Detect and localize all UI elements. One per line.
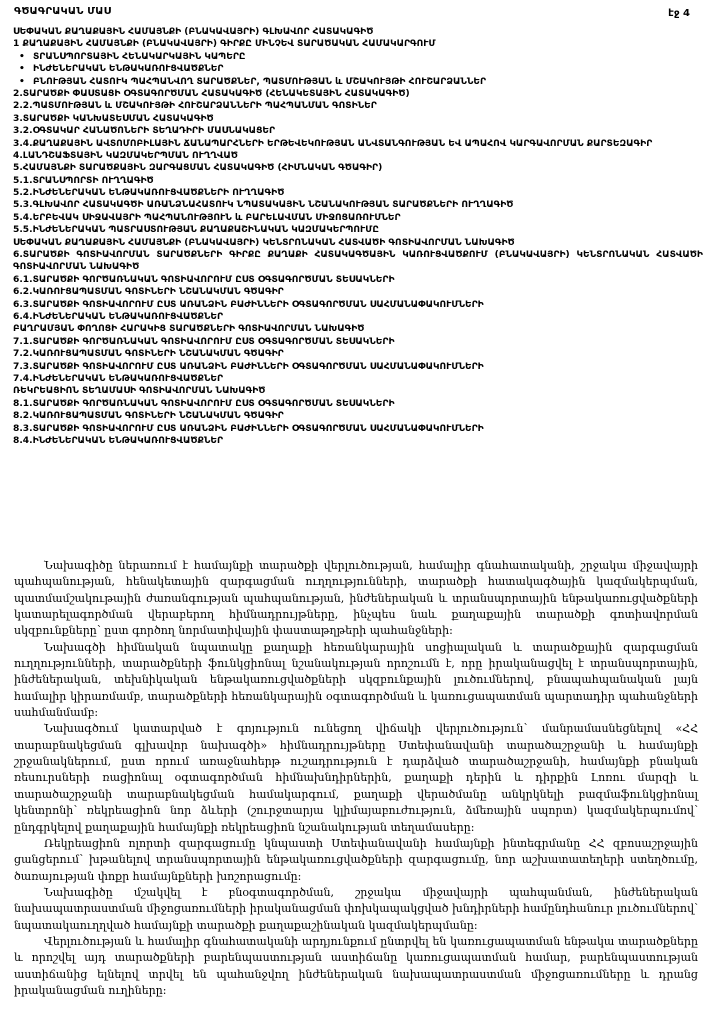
page-number: էջ 4 xyxy=(668,8,690,19)
toc-entry: 4.ԼԱՆԴՇԱՖՏԱՅԻՆ ԿԱԶՄԱԿԵՐՊՄԱՆ ՈՒՂՂՎԱԾ xyxy=(13,150,238,161)
toc-entry: 3.4.ՔԱՂԱՔԱՅԻՆ ԱՎՏՈՄՈԲԻԼԱՅԻՆ ՃԱՆԱՊԱՐՀՆԵՐԻ ԵՐԹԵՎԵԿՈՒԹՅԱՆ ԱՆՎՏԱՆԳՈՒԹՅԱՆ ԵՎ ԱՊԱՀՈՎ ԿԱՐԳԱՎՈՐՄԱՆ ՔԱՐՏԵԶԱԳԻՐ xyxy=(13,138,653,149)
body-paragraph: Նախագիծը մշակվել է բնօգտագործման, շրջակա միջավայրի պահպանման, ինժեներական նախապատրաստման միջոցառումների իրականացման փոխկապակցված խնդիրների համընդհանուր լուծումներով՝ նպատակաուղղված համայնքի տարածքի քաղաքաշինական կազմակերպմանը: xyxy=(14,885,698,932)
toc-entry: 5.4.ԵՐԲԵՎԱԿ ՍԻՋԱՎԱՅՐԻ ՊԱՀՊԱՆՈՒԹՅՈՒՆ և ԲԱՐԵԼԱՎՄԱՆ ՄԻՋՈՑԱՌՈՒՄՆԵՐ xyxy=(13,212,401,223)
toc-entry: 8.4.ԻՆԺԵՆԵՐԱԿԱՆ ԵՆԹԱԿԱՌՈՒՑՎԱԾՔՆԵՐ xyxy=(13,435,224,446)
toc-entry: 5.2.ԻՆԺԵՆԵՐԱԿԱՆ ԵՆԹԱԿԱՌՈՒՑՎԱԾՔՆԵՐԻ ՈՒՂՂԱԳԻԾ xyxy=(13,188,285,199)
toc-entry: • ԲՆՈՒԹՅԱՆ ՀԱՏՈՒԿ ՊԱՀՊԱՆՎՈՂ ՏԱՐԱԾՔՆԵՐ, ՊԱՏՄՈՒԹՅԱՆ և ՄՇԱԿՈՒՅԹԻ ՀՈՒՇԱՐՁԱՆՆԵՐ xyxy=(13,76,703,88)
toc-entry: 6.ՏԱՐԱԾՔԻ ԳՈՏԻԱՎՈՐՄԱՆ ՏԱՐԱԾՔՆԵՐԻ ԳԻՐՔԸ ՔԱՂԱՔԻ ՀԱՏԱԿԱԳԾԱՅԻՆ ԿԱՌՈՒՑՎԱԾՔՈՒՄ (ԲՆԱԿԱՎԱՅՐԻ) ԿԵՆՏՐՈՆԱԿԱՆ ՀԱՏՎԱԾԻ ԳՈՏԻԱՎՈՐՄԱՆ ՆԱԽԱԳԻԾ xyxy=(13,250,703,273)
toc-entry: ՍԵՓԱԿԱՆ ՔԱՂԱՔԱՅԻՆ ՀԱՄԱՅՆՔԻ (ԲՆԱԿԱՎԱՅՐԻ) ԳԼԽԱՎՈՐ ՀԱՏԱԿԱԳԻԾ xyxy=(13,27,374,37)
toc-entry: 7.2.ԿԱՌՈՒՑԱՊԱՏՄԱՆ ԳՈՏԻՆԵՐԻ ՆՇԱՆԱԿՄԱՆ ԳԾԱԳԻՐ xyxy=(13,349,284,360)
toc-entry: ՍԵՓԱԿԱՆ ՔԱՂԱՔԱՅԻՆ ՀԱՄԱՅՆՔԻ (ԲՆԱԿԱՎԱՅՐԻ) ԿԵՆՏՐՈՆԱԿԱՆ ՀԱՏՎԱԾԻ ԳՈՏԻԱՎՈՐՄԱՆ ՆԱԽԱԳԻԾ xyxy=(13,237,515,248)
toc-entry: ՌԵԿՐԵԱՑԻՈՆ ՏԵՂԱՄԱՍԻ ԳՈՏԻԱՎՈՐՄԱՆ ՆԱԽԱԳԻԾ xyxy=(13,386,266,397)
toc-entry: 5.3.ԳԼԽԱՎՈՐ ՀԱՏԱԿԱԳԾԻ ԱՌԱՆՁՆԱՀԱՏՈՒԿ ՆՊԱՏԱԿԱՅԻՆ ՆՇԱՆԱԿՈՒԹՅԱՆ ՏԱՐԱԾՔՆԵՐԻ ՈՒՂՂԱԳԻԾ xyxy=(13,200,514,211)
toc-entry: • ԻՆԺԵՆԵՐԱԿԱՆ ԵՆԹԱԿԱՌՈՒՑՎԱԾՔՆԵՐ xyxy=(13,63,703,75)
body-paragraph: Նախագիծը ներառում է համայնքի տարածքի վերլուծության, համալիր գնահատականի, շրջակա միջավայրի պահպանության, հենակետային զարգացման ուղղությունների, տարածքի հատակագծային կազմակերպման, պատմամշակութային ժառանգության պահպանության, ինժեներական և տրանսպորտային ենթակառուցվածքների կատարելագործման վերաբերող հիմնադրույթները, ինչպես նաև քաղաքային տարածքի գոտիավորման սկզբունքները՝ ըստ գործող նորմատիվային փաստաթղթերի պահանջների: xyxy=(14,559,698,638)
toc-entry: 8.1.ՏԱՐԱԾՔԻ ԳՈՐԾԱՌՆԱԿԱՆ ԳՈՏԻԱՎՈՐՈՒՄ ԸՍՏ ՕԳՏԱԳՈՐԾՄԱՆ ՏԵՍԱԿՆԵՐԻ xyxy=(13,398,395,409)
toc-entry: • ՏՐԱՆՍՊՈՐՏԱՅԻՆ ՀԵՆԱԿԱՐԿԱՅԻՆ ԿԱՊԵՐԸ xyxy=(13,51,703,63)
toc-entry: 6.3.ՏԱՐԱԾՔԻ ԳՈՏԻԱՎՈՐՈՒՄ ԸՍՏ ԱՌԱՆՁԻՆ ԲԱԺԻՆՆԵՐԻ ՕԳՏԱԳՈՐԾՄԱՆ ՍԱՀՄԱՆԱՓԱԿՈՒՄՆԵՐԻ xyxy=(13,299,484,310)
toc-entry: 6.1.ՏԱՐԱԾՔԻ ԳՈՐԾԱՌՆԱԿԱՆ ԳՈՏԻԱՎՈՐՈՒՄ ԸՍՏ ՕԳՏԱԳՈՐԾՄԱՆ ՏԵՍԱԿՆԵՐԻ xyxy=(13,274,395,285)
toc-entry: 1 ՔԱՂԱՔԱՅԻՆ ՀԱՄԱՅՆՔԻ (ԲՆԱԿԱՎԱՅՐԻ) ԳԻՐՔԸ ՄԻՆՉԵՎ ՏԱՐԱԾԱԿԱՆ ՀԱՄԱԿԱՐԳՈՒՄ xyxy=(13,39,436,50)
toc-entry: 2.ՏԱՐԱԾՔԻ ՓԱՍՏԱՑԻ ՕԳՏԱԳՈՐԾՄԱՆ ՀԱՏԱԿԱԳԻԾ (ՀԵՆԱԿԵՏԱՅԻՆ ՀԱՏԱԿԱԳԻԾ) xyxy=(13,88,410,99)
toc-entry: 2.2.ՊԱՏՄՈՒԹՅԱՆ և ՄՇԱԿՈՒՅԹԻ ՀՈՒՇԱՐՁԱՆՆԵՐԻ ՊԱՀՊԱՆՄԱՆ ԳՈՏԻՆԵՐ xyxy=(13,101,377,112)
toc-entry: 5.ՀԱՄԱՅՆՔԻ ՏԱՐԱԾՔԱՅԻՆ ԶԱՐԳԱՑՄԱՆ ՀԱՏԱԿԱԳԻԾ (ՀԻՄՆԱԿԱՆ ԳԾԱԳԻՐ) xyxy=(13,163,383,174)
toc-entry: 7.3.ՏԱՐԱԾՔԻ ԳՈՏԻԱՎՈՐՈՒՄ ԸՍՏ ԱՌԱՆՁԻՆ ԲԱԺԻՆՆԵՐԻ ՕԳՏԱԳՈՐԾՄԱՆ ՍԱՀՄԱՆԱՓԱԿՈՒՄՆԵՐԻ xyxy=(13,361,484,372)
toc-entry: 3.2.ՕԳՏԱԿԱՐ ՀԱՆԱԾՈՆԵՐԻ ՏԵՂԱԴԻՐԻ ՄԱՍՆԱԿԱՑԵՐ xyxy=(13,126,276,137)
body-text xyxy=(14,558,698,999)
table-of-contents xyxy=(13,26,703,447)
toc-entry: 6.4.ԻՆԺԵՆԵՐԱԿԱՆ ԵՆԹԱԿԱՌՈՒՑՎԱԾՔՆԵՐ xyxy=(13,312,224,323)
toc-entry: 3.ՏԱՐԱԾՔԻ ԿԱՆԽԱՏԵՍՄԱՆ ՀԱՏԱԿԱԳԻԾ xyxy=(13,113,214,124)
toc-entry: 5.1.ՏՐԱՆՍՊՈՐՏԻ ՈՒՂՂԱԳԻԾ xyxy=(13,175,154,186)
toc-entry: 6.2.ԿԱՌՈՒՑԱՊԱՏՄԱՆ ԳՈՏԻՆԵՐԻ ՆՇԱՆԱԿՄԱՆ ԳԾԱԳԻՐ xyxy=(13,287,284,298)
toc-entry: 8.2.ԿԱՌՈՒՑԱՊԱՏՄԱՆ ԳՈՏԻՆԵՐԻ ՆՇԱՆԱԿՄԱՆ ԳԾԱԳԻՐ xyxy=(13,411,284,422)
body-paragraph: Նախագծում կատարված է գոյություն ունեցող վիճակի վերլուծություն՝ մանրամասնեցնելով «ՀՀ տարաբնակեցման գլխավոր նախագծի» հիմնադրույթները Ստեփանավանի տարածաշրջանի և համայնքի շրջանակներում, ըստ որում առաջնահերթ ուշադրություն է դարձված տարածաշրջանի, համայնքի բնական ռեսուրսների ռացիոնալ օգտագործման հիմնախնդիրներին, քաղաքի դերին և դիրքին Լոռու մարզի և տարածաշրջանի տարաբնակեցման համակարգում, քաղաքի վերածմանը անկրկնելի բազմաֆունկցիոնալ կենտրոնի՝ ռեկրեացիոն նոր ձևերի (շուրջտարյա կլիմայաբուժություն, ձմեռային սպորտ) կազմակերպումով՝ ընդգրկելով քաղաքային համայնքի ռեկրեացիոն նշանակության տեղամասերը: xyxy=(14,722,698,834)
toc-entry: ԲԱՂՐԱՄՅԱՆ ՓՈՂՈՑԻ ՀԱՐԱԿԻՑ ՏԱՐԱԾՔՆԵՐԻ ԳՈՏԻԱՎՈՐՄԱՆ ՆԱԽԱԳԻԾ xyxy=(13,324,365,335)
body-paragraph: Նախագծի հիմնական նպատակը քաղաքի հեռանկարային սոցիալական և տարածքային զարգացման ուղղությունների, տարածքների ֆունկցիոնալ նշանակության որոշումն է, որը իրականացվել է տրանսպորտային, ինժեներական, տեխնիկական ենթակառուցվածքների սկզբունքային լուծումներով, բնապահպանական լայն համալիր կիրառմամբ, տարածքների հեռանկարային օգտագործման և կառուցապատման պարտադիր պահանջների սահմանմամբ: xyxy=(14,640,698,720)
toc-entry: 7.4.ԻՆԺԵՆԵՐԱԿԱՆ ԵՆԹԱԿԱՌՈՒՑՎԱԾՔՆԵՐ xyxy=(13,373,224,384)
body-paragraph: Վերլուծության և համալիր գնահատականի արդյունքում ընտրվել են կառուցապատման ենթակա տարածքները և որոշվել այդ տարածքների բարենպաստության աստիճանը կառուցապատման համար, բարենպաստության աստիճանից ելնելով տրվել են պահանջվող ինժեներական նախապատրաստման միջոցառումները և դրանց իրականացման ուղիները: xyxy=(14,934,698,997)
document-header-title: ԳԾԱԳՐԱԿԱՆ ՄԱՍ xyxy=(14,6,112,17)
body-paragraph: Ռեկրեացիոն ոլորտի զարգացումը կնպաստի Ստեփանավանի համայնքի ինտեգրմանը ՀՀ զբոսաշրջային ցանցերում՝ խթանելով տրանսպորտային ենթակառուցվածքների զարգացումը, նոր աշխատատեղերի ստեղծումը, ծառայության փոքր համայնքների խոշորացումը: xyxy=(14,836,698,883)
toc-entry: 5.5.ԻՆԺԵՆԵՐԱԿԱՆ ՊԱՏՐԱՍՏՈՒԹՅԱՆ ՔԱՂԱՔԱՇԻՆԱԿԱՆ ԿԱԶՄԱԿԵՐՊՈՒՄԸ xyxy=(13,225,379,236)
toc-entry: 8.3.ՏԱՐԱԾՔԻ ԳՈՏԻԱՎՈՐՈՒՄ ԸՍՏ ԱՌԱՆՁԻՆ ԲԱԺԻՆՆԵՐԻ ՕԳՏԱԳՈՐԾՄԱՆ ՍԱՀՄԱՆԱՓԱԿՈՒՄՆԵՐԻ xyxy=(13,423,484,434)
toc-entry: 7.1.ՏԱՐԱԾՔԻ ԳՈՐԾԱՌՆԱԿԱՆ ԳՈՏԻԱՎՈՐՈՒՄ ԸՍՏ ՕԳՏԱԳՈՐԾՄԱՆ ՏԵՍԱԿՆԵՐԻ xyxy=(13,336,395,347)
